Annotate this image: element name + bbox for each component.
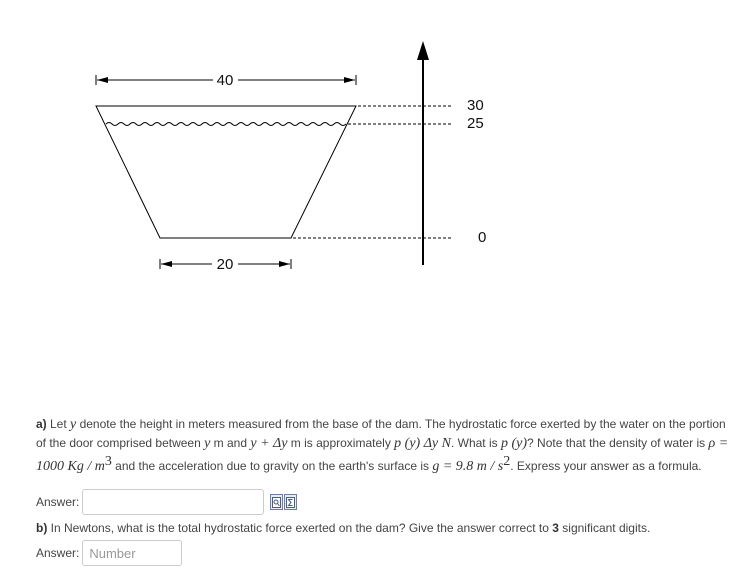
answer-a-input[interactable] [82,489,264,515]
equation-editor-icon[interactable] [284,494,297,510]
expr-p: p (y) [500,436,528,451]
top-width-dimension [96,72,356,89]
var-y-2: y [204,436,211,451]
scale-label-0: 0 [478,229,487,246]
question-a-text8: . Express your answer as a formula. [510,459,702,473]
top-width-label: 40 [216,72,234,89]
answer-b-row [36,538,182,568]
expr-range: y + Δy [250,436,288,451]
height-axis [417,41,429,265]
rho-exponent: 3 [104,454,112,469]
question-a-text1: Let [46,417,71,431]
question-a-text3: m and [210,436,251,450]
answer-b-input[interactable] [82,540,182,566]
scale-label-30: 30 [467,97,484,114]
question-b-text1: In Newtons, what is the total hydrostatic force exerted on the dam? Give the answer correct to [47,521,553,535]
bottom-width-dimension [160,256,291,273]
question-a-text2: denote the height in meters measured from the base of the dam. The hydrostatic force exerted by the water on the portion of the door comprised between [36,417,726,450]
var-y: y [70,417,77,432]
expr-force: p (y) Δy N [394,436,451,451]
question-a-text7: and the acceleration due to gravity on the earth's surface is [111,459,433,473]
preview-icon[interactable] [270,494,283,510]
answer-b-label: Answer: [36,546,80,560]
expr-g: g = 9.8 m / s [432,459,504,474]
scale-label-25: 25 [467,115,484,132]
question-b-part: b) [36,521,48,535]
question-a-part: a) [36,417,47,431]
dam-trapezoid [96,106,356,238]
answer-a-label: Answer: [36,495,80,509]
g-exponent: 2 [503,454,511,469]
question-b-text2: significant digits. [558,521,651,535]
bottom-width-label: 20 [216,256,234,273]
water-surface [106,123,346,126]
question-a-text4: m is approximately [287,436,395,450]
expr-rho: ρ = 1000 Kg / m [36,436,729,474]
question-b [36,521,650,535]
answer-a-row [36,487,297,517]
question-a-text6: ? Note that the density of water is [527,436,709,450]
question-a-text5: . What is [450,436,501,450]
formula-tools [270,494,297,510]
significant-digits: 3 [552,521,559,535]
question-a [36,415,730,476]
